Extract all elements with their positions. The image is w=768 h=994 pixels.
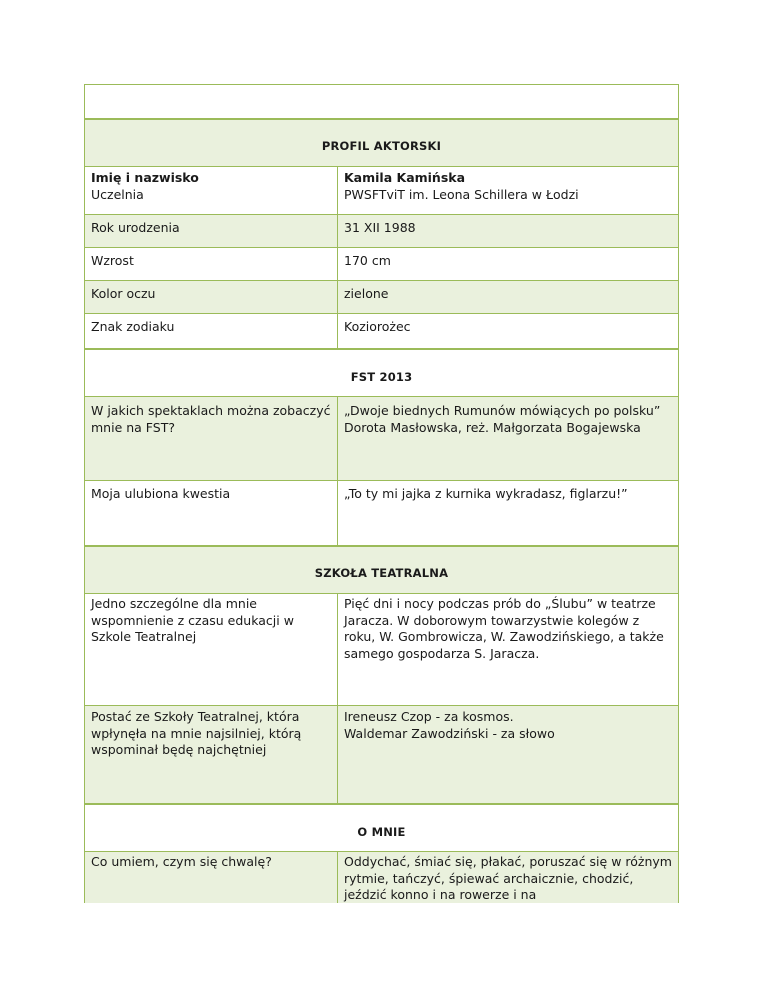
section-header-profile [84,118,679,166]
memory-label: Jedno szczególne dla mnie wspomnienie z czasu edukacji w Szkole Teatralnej [85,594,338,705]
table-row-skills [84,851,679,903]
quote-label: Moja ulubiona kwestia [85,481,338,545]
section-header-school [84,545,679,593]
table-row-birth [84,214,679,247]
plays-value: „Dwoje biednych Rumunów mówiących po polsku” Dorota Masłowska, reż. Małgorzata Bogajewska [344,403,661,435]
table-row-eyes [84,280,679,313]
person-label: Postać ze Szkoły Teatralnej, która wpłynęła na mnie najsilniej, którą wspominał będę najchętniej [85,706,338,803]
label-cell [85,167,338,214]
memory-value: Pięć dni i nocy podczas prób do „Ślubu” w teatrze Jaracza. W doborowym towarzystwie kolegów z roku, W. Gombrowicza, W. Zawodzińskiego, a także samego gospodarza S. Jaracza. [344,596,664,661]
section-header-fst [84,348,679,396]
table-row-quote [84,480,679,545]
section-title-fst: FST 2013 [350,370,413,384]
person-value-cell [338,706,678,803]
height-value: 170 cm [344,253,391,268]
skills-label: Co umiem, czym się chwalę? [85,852,338,903]
height-label: Wzrost [85,248,338,280]
name-value: Kamila Kamińska [344,170,466,185]
value-cell [338,167,678,214]
table-row-name [84,166,679,214]
birth-value: 31 XII 1988 [344,220,416,235]
person-value-line2: Waldemar Zawodziński - za słowo [344,725,555,741]
quote-value: „To ty mi jajka z kurnika wykradasz, figlarzu!” [344,486,628,501]
section-title-school: SZKOŁA TEATRALNA [314,566,449,580]
zodiac-value: Koziorożec [344,319,411,334]
zodiac-label: Znak zodiaku [85,314,338,348]
table-row-memory [84,593,679,705]
table-row-person [84,705,679,803]
school-value: PWSFTviT im. Leona Schillera w Łodzi [344,186,579,202]
birth-label: Rok urodzenia [85,215,338,247]
eyes-label: Kolor oczu [85,281,338,313]
person-value-line1: Ireneusz Czop - za kosmos. [344,709,514,724]
section-title-about: O MNIE [357,825,406,839]
school-label: Uczelnia [91,186,144,202]
table-row-zodiac [84,313,679,348]
section-header-about [84,803,679,851]
skills-value: Oddychać, śmiać się, płakać, poruszać się w różnym rytmie, tańczyć, śpiewać archaicznie, chodzić, jeździć konno i na rowerze i na [344,854,672,902]
section-title-profile: PROFIL AKTORSKI [321,139,442,153]
plays-label: W jakich spektaklach można zobaczyć mnie na FST? [85,397,338,480]
name-label: Imię i nazwisko [91,170,199,185]
table-row-height [84,247,679,280]
empty-header-row [84,84,679,119]
eyes-value: zielone [344,286,389,301]
table-row-plays [84,396,679,480]
